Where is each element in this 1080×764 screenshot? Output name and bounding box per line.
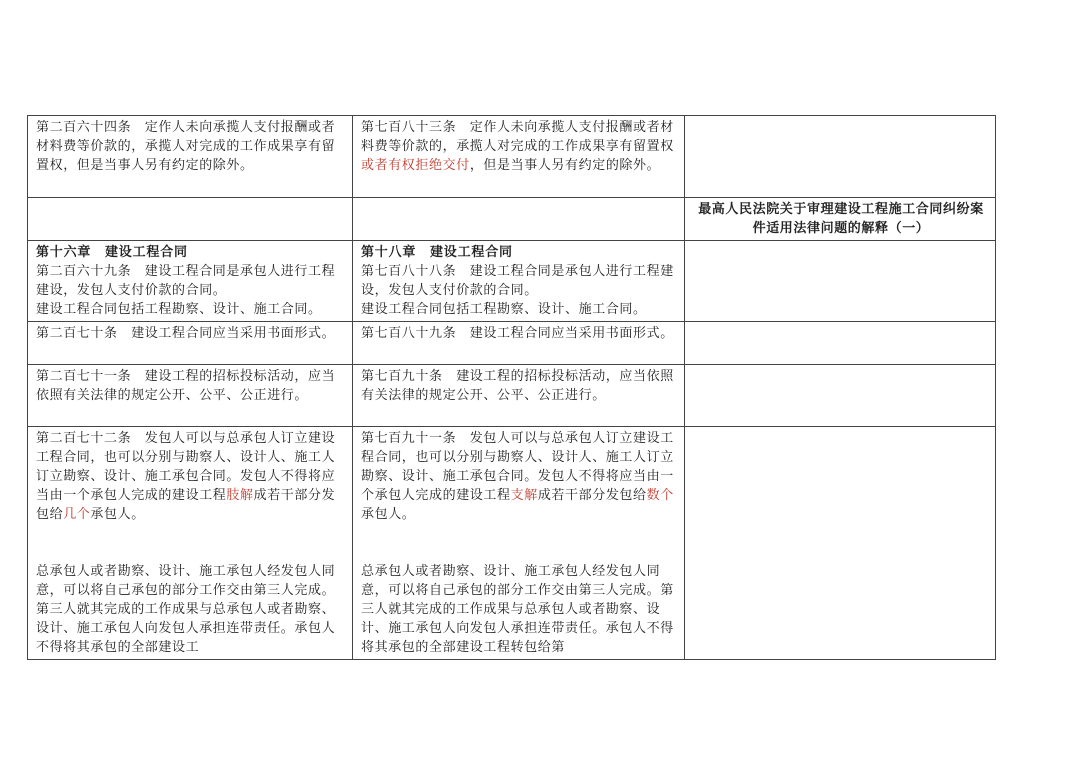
new-law-cell — [353, 241, 685, 322]
paragraph-spacer — [361, 543, 678, 562]
article-text-part: 第七百八十三条 定作人未向承揽人支付报酬或者材料费等价款的，承揽人对完成的工作成果享有留置权 — [361, 120, 674, 154]
article-272-paragraph-2: 总承包人或者勘察、设计、施工承包人经发包人同意，可以将自己承包的部分工作交由第三人完成。第三人就其完成的工作成果与总承包人或者勘察、设计、施工承包人向发包人承担连带责任。承包人不得将其承包的全部建设工 — [36, 564, 336, 655]
table-row — [28, 427, 996, 660]
paragraph-spacer — [361, 524, 678, 543]
law-comparison-table — [27, 115, 996, 660]
article-text-part: 成若干部分发包给 — [537, 488, 647, 503]
old-law-cell — [28, 322, 353, 365]
interpretation-cell — [685, 365, 996, 427]
old-law-cell — [28, 427, 353, 660]
table-row — [28, 365, 996, 427]
paragraph-spacer — [36, 524, 346, 543]
table-row — [28, 241, 996, 322]
old-law-cell — [28, 198, 353, 241]
table-row — [28, 198, 996, 241]
article-788-text-2: 建设工程合同包括工程勘察、设计、施工合同。 — [361, 302, 647, 317]
old-law-cell — [28, 116, 353, 198]
table-row — [28, 322, 996, 365]
old-law-cell — [28, 365, 353, 427]
article-text-part: ，但是当事人另有约定的除外。 — [469, 158, 661, 173]
new-law-cell — [353, 427, 685, 660]
new-law-cell — [353, 116, 685, 198]
interpretation-cell — [685, 241, 996, 322]
highlighted-change: 几个 — [63, 507, 91, 522]
paragraph-spacer — [36, 543, 346, 562]
article-264-text: 第二百六十四条 定作人未向承揽人支付报酬或者材料费等价款的，承揽人对完成的工作成果享有留置权，但是当事人另有约定的除外。 — [36, 120, 336, 173]
article-790-text: 第七百九十条 建设工程的招标投标活动，应当依照有关法律的规定公开、公平、公正进行。 — [361, 369, 674, 403]
interpretation-cell — [685, 427, 996, 660]
article-text-part: 承包人。 — [361, 507, 416, 522]
highlighted-change: 或者有权拒绝交付 — [361, 158, 470, 173]
interpretation-cell — [685, 322, 996, 365]
new-law-cell — [353, 322, 685, 365]
new-law-cell — [353, 365, 685, 427]
highlighted-change: 支解 — [510, 488, 538, 503]
article-788-text: 第七百八十八条 建设工程合同是承包人进行工程建设，发包人支付价款的合同。 — [361, 264, 674, 298]
chapter-16-title: 第十六章 建设工程合同 — [36, 245, 188, 260]
article-783-text — [361, 118, 678, 175]
article-269-text-2: 建设工程合同包括工程勘察、设计、施工合同。 — [36, 302, 322, 317]
article-269-text: 第二百六十九条 建设工程合同是承包人进行工程建设，发包人支付价款的合同。 — [36, 264, 336, 298]
highlighted-change: 肢解 — [226, 488, 254, 503]
article-text-part: 第七百九十一条 发包人可以与总承包人订立建设工程合同，也可以分别与勘察人、设计人、施工人订立勘察、设计、施工承包合同。发包人不得将应当由一个承包人完成的建设工程 — [361, 431, 674, 503]
article-272-paragraph-1 — [36, 429, 346, 524]
article-271-text: 第二百七十一条 建设工程的招标投标活动，应当依照有关法律的规定公开、公平、公正进行。 — [36, 369, 336, 403]
article-text-part: 第二百七十二条 发包人可以与总承包人订立建设工程合同，也可以分别与勘察人、设计人、施工人订立勘察、设计、施工承包合同。发包人不得将应当由一个承包人完成的建设工程 — [36, 431, 336, 503]
article-791-paragraph-2: 总承包人或者勘察、设计、施工承包人经发包人同意，可以将自己承包的部分工作交由第三人完成。第三人就其完成的工作成果与总承包人或者勘察、设计、施工承包人向发包人承担连带责任。承包人不得将其承包的全部建设工程转包给第 — [361, 564, 674, 655]
highlighted-change: 数个 — [646, 488, 674, 503]
article-text-part: 承包人。 — [90, 507, 145, 522]
article-text-part: 成若干部分发包给 — [36, 488, 336, 522]
interpretation-heading: 最高人民法院关于审理建设工程施工合同纠纷案件适用法律问题的解释（一） — [685, 198, 996, 241]
table-row — [28, 116, 996, 198]
interpretation-cell — [685, 116, 996, 198]
new-law-cell — [353, 198, 685, 241]
old-law-cell — [28, 241, 353, 322]
article-791-paragraph-1 — [361, 429, 678, 524]
chapter-18-title: 第十八章 建设工程合同 — [361, 245, 513, 260]
article-270-text: 第二百七十条 建设工程合同应当采用书面形式。 — [36, 326, 336, 341]
article-789-text: 第七百八十九条 建设工程合同应当采用书面形式。 — [361, 326, 674, 341]
